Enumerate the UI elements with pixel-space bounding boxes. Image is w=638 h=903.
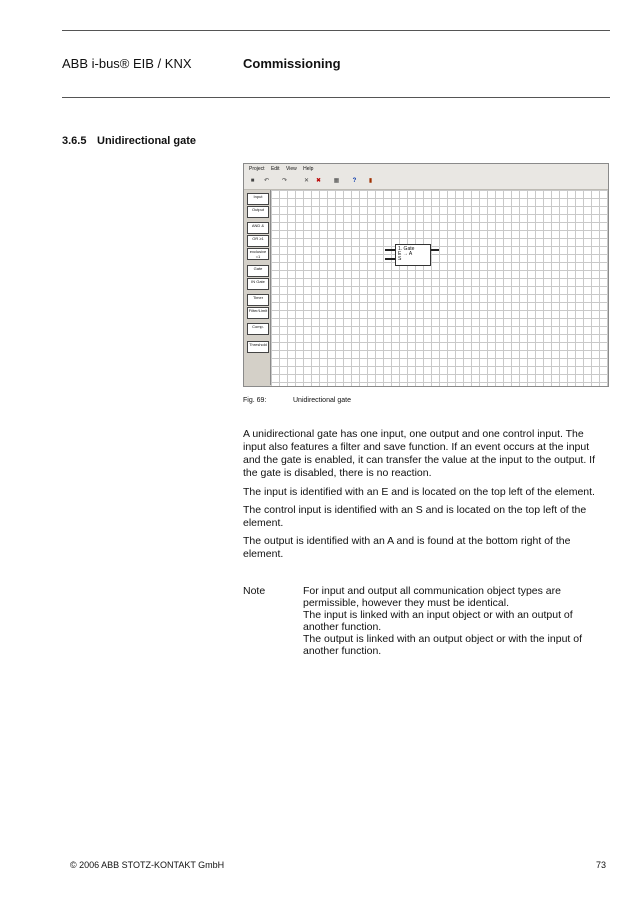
palette-gate[interactable]: Gate bbox=[247, 265, 269, 277]
save-icon[interactable]: ■ bbox=[250, 178, 255, 184]
menu-view[interactable]: View bbox=[285, 166, 297, 172]
exit-icon[interactable]: ▮ bbox=[368, 178, 373, 184]
paragraph-input: The input is identified with an E and is located on the top left of the element. bbox=[243, 486, 595, 498]
gate-io-label: E → A bbox=[398, 251, 413, 257]
note-body bbox=[303, 585, 605, 657]
cut-icon[interactable]: ✕ bbox=[303, 178, 310, 184]
delete-icon[interactable]: ✖ bbox=[315, 178, 322, 184]
function-palette bbox=[244, 190, 271, 385]
palette-input[interactable]: Input bbox=[247, 193, 269, 205]
design-canvas[interactable] bbox=[271, 190, 608, 386]
gate-element[interactable] bbox=[395, 244, 431, 266]
note-line-1: For input and output all communication object types are permissible, however they must be identical. bbox=[303, 585, 561, 609]
header-product: ABB i-bus® EIB / KNX bbox=[62, 56, 192, 71]
palette-compare[interactable]: Comp. bbox=[247, 323, 269, 335]
palette-or[interactable]: OR ≥1 bbox=[247, 235, 269, 247]
header-bottom-rule bbox=[62, 97, 610, 98]
note-label: Note bbox=[243, 585, 266, 597]
palette-exclusive-or[interactable]: exclusive =1 bbox=[247, 248, 269, 260]
gate-output-pin[interactable] bbox=[431, 249, 439, 251]
palette-output[interactable]: Output bbox=[247, 206, 269, 218]
palette-timer[interactable]: Timer bbox=[247, 294, 269, 306]
section-number: 3.6.5 bbox=[62, 135, 87, 147]
palette-in-gate[interactable]: IN Gate bbox=[247, 278, 269, 290]
redo-icon[interactable]: ↷ bbox=[281, 178, 288, 184]
palette-and[interactable]: AND & bbox=[247, 222, 269, 234]
header-top-rule bbox=[62, 30, 610, 31]
toolbar bbox=[244, 175, 608, 190]
footer-copyright: © 2006 ABB STOTZ-KONTAKT GmbH bbox=[70, 860, 225, 870]
software-screenshot bbox=[243, 163, 609, 387]
menu-help[interactable]: Help bbox=[303, 166, 314, 172]
menu-project[interactable]: Project bbox=[249, 166, 265, 172]
figure-label: Fig. 69: bbox=[243, 397, 267, 404]
paragraph-output: The output is identified with an A and is found at the bottom right of the element. bbox=[243, 535, 571, 560]
note-line-3: The output is linked with an output object or with the input of another function. bbox=[303, 633, 583, 657]
header-chapter: Commissioning bbox=[243, 56, 341, 71]
undo-icon[interactable]: ↶ bbox=[263, 178, 270, 184]
paragraph-intro: A unidirectional gate has one input, one output and one control input. The input also features a filter and save function. If an event occurs at the input and the gate is enabled, it can transfer the value at the input to the output. If the gate is disabled, there is no reaction. bbox=[243, 428, 595, 479]
gate-control-pin[interactable] bbox=[385, 258, 395, 260]
paragraph-control-input: The control input is identified with an S and is located on the top left of the element. bbox=[243, 504, 587, 529]
page-number: 73 bbox=[596, 860, 607, 870]
palette-filter[interactable]: Filter/Limit bbox=[247, 307, 269, 319]
menu-edit[interactable]: Edit bbox=[270, 166, 280, 172]
note-line-2: The input is linked with an input object or with an output of another function. bbox=[303, 609, 573, 633]
gate-label: 1. Gate bbox=[398, 246, 415, 252]
section-title: Unidirectional gate bbox=[97, 135, 197, 147]
figure-caption: Unidirectional gate bbox=[293, 397, 351, 404]
gate-control-label: S bbox=[398, 256, 402, 262]
palette-threshold[interactable]: Threshold bbox=[247, 341, 269, 353]
gate-input-pin[interactable] bbox=[385, 249, 395, 251]
help-icon[interactable]: ? bbox=[352, 178, 357, 184]
zoom-icon[interactable]: ▦ bbox=[333, 178, 340, 184]
menu-bar bbox=[244, 164, 608, 175]
